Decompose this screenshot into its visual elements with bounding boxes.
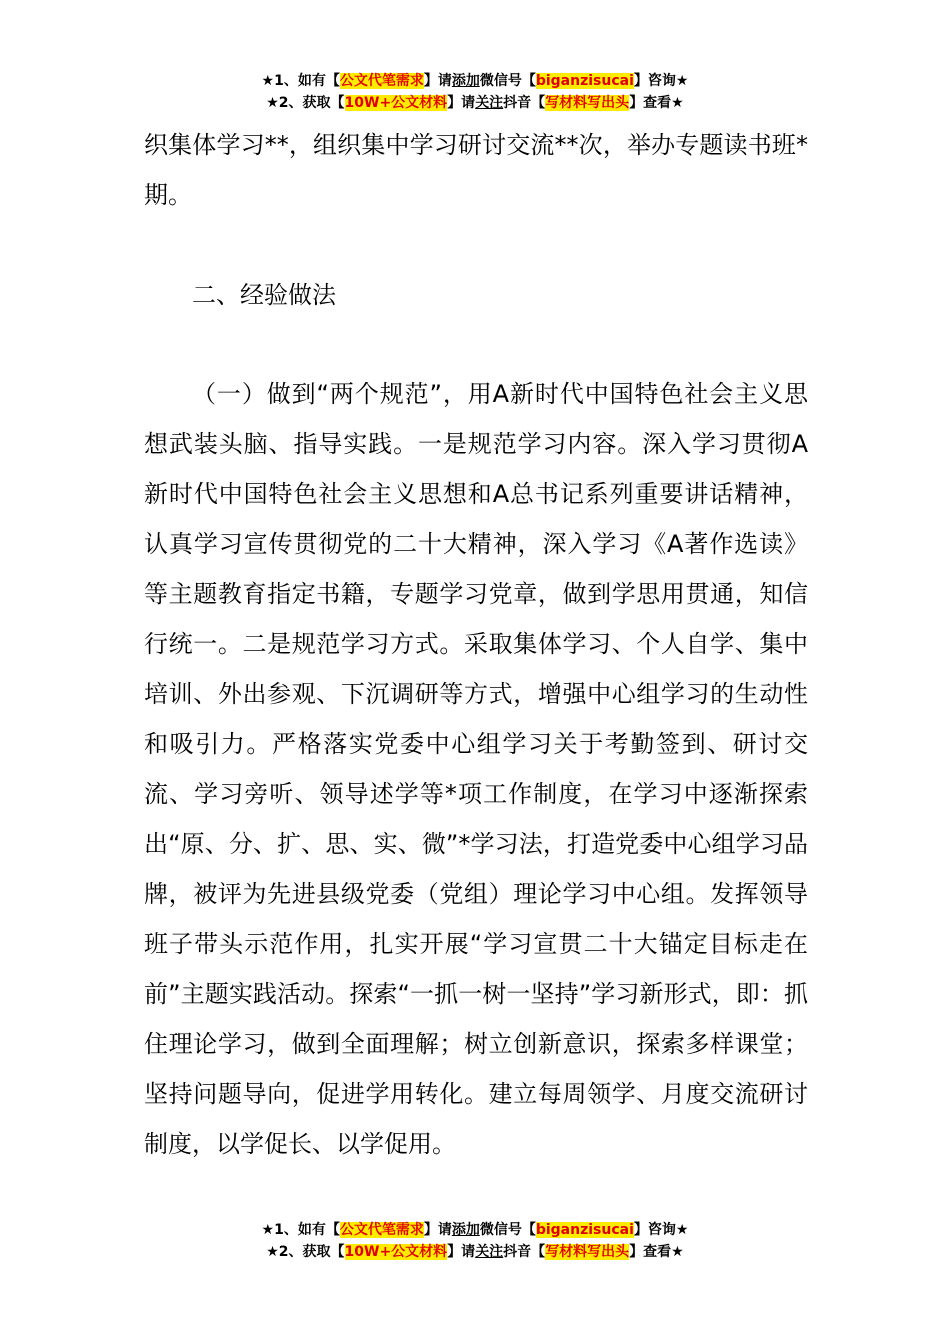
promo-text: 】请 [423, 1222, 452, 1238]
heading-text: 二、经验做法 [192, 281, 336, 309]
promo-emphasis: 关注 [475, 95, 504, 111]
section-heading [144, 270, 808, 320]
promo-text: 微信号【 [479, 1222, 536, 1238]
promo-text: ★1、如有【 [261, 73, 340, 89]
promo-text: 微信号【 [479, 73, 536, 89]
promo-text: 】请 [423, 73, 452, 89]
promo-highlight: 10W+公文材料 [344, 1244, 448, 1260]
promo-line-2 [0, 92, 950, 114]
promo-text: 】请 [447, 1244, 476, 1260]
promo-highlight: 公文代笔需求 [339, 1222, 424, 1238]
promo-emphasis: 添加 [451, 1222, 480, 1238]
promo-emphasis: 添加 [451, 73, 480, 89]
promo-text: ★2、获取【 [266, 1244, 345, 1260]
promo-text: 】请 [447, 95, 476, 111]
promo-highlight: 10W+公文材料 [344, 95, 448, 111]
promo-highlight: 写材料写出头 [545, 95, 630, 111]
promo-text: 抖音【 [503, 95, 546, 111]
footer-promo-banner [0, 1219, 950, 1263]
promo-text: 抖音【 [503, 1244, 546, 1260]
promo-highlight: 写材料写出头 [545, 1244, 630, 1260]
promo-text: ★1、如有【 [261, 1222, 340, 1238]
promo-highlight: biganzisucai [535, 73, 634, 89]
main-paragraph [144, 369, 808, 1169]
promo-line-1 [0, 1219, 950, 1241]
continuation-paragraph [144, 120, 808, 220]
promo-text: 】查看★ [629, 1244, 684, 1260]
promo-highlight: 公文代笔需求 [339, 73, 424, 89]
paragraph-text: 织集体学习**，组织集中学习研讨交流**次，举办专题读书班*期。 [144, 131, 808, 209]
promo-emphasis: 关注 [475, 1244, 504, 1260]
promo-text: 】查看★ [629, 95, 684, 111]
promo-text: 】咨询★ [633, 73, 689, 89]
promo-text: 】咨询★ [633, 1222, 689, 1238]
paragraph-text: （一）做到“两个规范”，用A新时代中国特色社会主义思想武装头脑、指导实践。一是规范学习内容。深入学习贯彻A新时代中国特色社会主义思想和A总书记系列重要讲话精神，认真学习宣传贯彻党的二十大精神，深入学习《A著作选读》等主题教育指定书籍，专题学习党章，做到学思用贯通，知信行统一。二是规范学习方式。采取集体学习、个人自学、集中培训、外出参观、下沉调研等方式，增强中心组学习的生动性和吸引力。严格落实党委中心组学习关于考勤签到、研讨交流、学习旁听、领导述学等*项工作制度，在学习中逐渐探索出“原、分、扩、思、实、微”*学习法，打造党委中心组学习品牌，被评为先进县级党委（党组）理论学习中心组。发挥领导班子带头示范作用，扎实开展“学习宣贯二十大锚定目标走在前”主题实践活动。探索“一抓一树一坚持”学习新形式，即：抓住理论学习，做到全面理解；树立创新意识，探索多样课堂；坚持问题导向，促进学用转化。建立每周领学、月度交流研讨制度，以学促长、以学促用。 [144, 380, 808, 1158]
promo-text: ★2、获取【 [266, 95, 345, 111]
header-promo-banner [0, 70, 950, 114]
promo-highlight: biganzisucai [535, 1222, 634, 1238]
promo-line-2 [0, 1241, 950, 1263]
promo-line-1 [0, 70, 950, 92]
